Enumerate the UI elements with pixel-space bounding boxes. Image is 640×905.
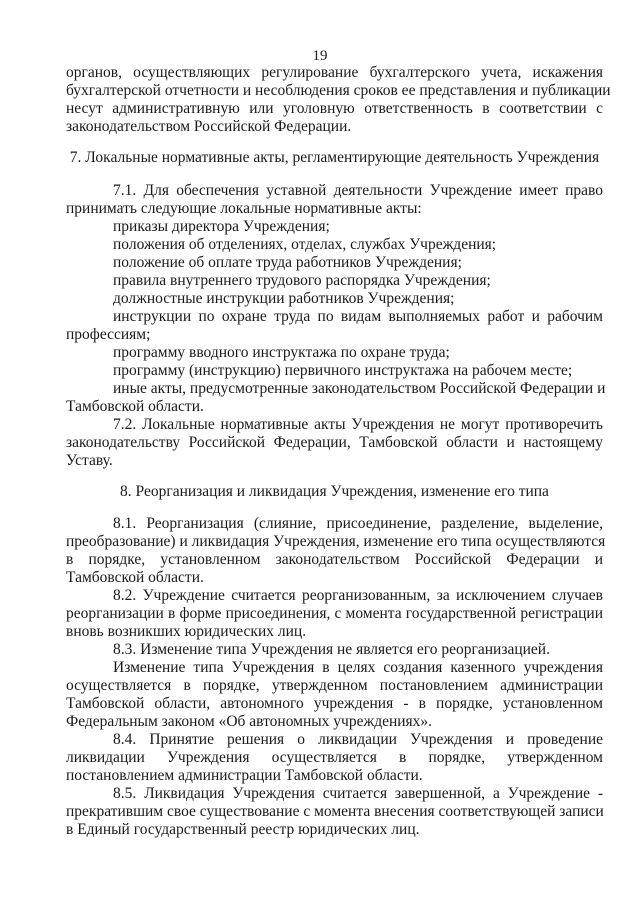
text-line: 8.4. Принятие решения о ликвидации Учреждения и проведение	[113, 731, 603, 748]
text-line: реорганизации в форме присоединения, с момента государственной регистрации	[66, 605, 603, 622]
page-number: 19	[312, 48, 328, 64]
list-item-continued: профессиям;	[66, 326, 151, 343]
text-line: ликвидации Учреждения осуществляется в порядке, утвержденном	[66, 749, 603, 766]
text-line: Изменение типа Учреждения в целях создания казенного учреждения	[113, 659, 603, 676]
text-line: вновь возникших юридических лиц.	[66, 623, 307, 640]
text-line: Федеральным законом «Об автономных учреждениях».	[66, 713, 433, 730]
text-line: Тамбовской области, автономного учреждения - в порядке, установленном	[66, 695, 603, 712]
text-line: Уставу.	[66, 452, 113, 469]
text-line: бухгалтерской отчетности и несоблюдения сроков ее представления и публикации	[66, 82, 611, 99]
list-item-continued: Тамбовской области.	[66, 398, 204, 415]
text-line: Тамбовской области.	[66, 569, 204, 586]
list-item: приказы директора Учреждения;	[113, 218, 330, 235]
text-line: законодательством Российской Федерации.	[66, 118, 352, 135]
text-line: 7.1. Для обеспечения уставной деятельности Учреждение имеет право	[113, 182, 603, 199]
text-line: прекратившим свое существование с момента внесения соответствующей записи	[66, 803, 604, 820]
section-heading: 8. Реорганизация и ликвидация Учреждения, изменение его типа	[120, 483, 549, 500]
text-line: в Единый государственный реестр юридических лиц.	[66, 821, 420, 838]
text-line: 7.2. Локальные нормативные акты Учреждения не могут противоречить	[113, 416, 603, 433]
text-line: несут административную или уголовную ответственность в соответствии с	[66, 100, 603, 117]
list-item: программу (инструкцию) первичного инструктажа на рабочем месте;	[113, 362, 573, 379]
text-line: постановлением администрации Тамбовской области.	[66, 767, 423, 784]
list-item: правила внутреннего трудового распорядка Учреждения;	[113, 272, 491, 289]
text-line: законодательству Российской Федерации, Тамбовской области и настоящему	[66, 434, 603, 451]
list-item: должностные инструкции работников Учреждения;	[113, 290, 455, 307]
list-item: положение об оплате труда работников Учреждения;	[113, 254, 462, 271]
text-line: преобразование) и ликвидация Учреждения, изменение его типа осуществляются	[66, 533, 606, 550]
list-item: иные акты, предусмотренные законодательством Российской Федерации и	[113, 380, 606, 397]
text-line: в порядке, установленном законодательством Российской Федерации и	[66, 551, 603, 568]
text-line: осуществляется в порядке, утвержденном постановлением администрации	[66, 677, 603, 694]
text-line: 8.1. Реорганизация (слияние, присоединение, разделение, выделение,	[113, 515, 603, 532]
list-item: инструкции по охране труда по видам выполняемых работ и рабочим	[113, 308, 603, 325]
text-line: принимать следующие локальные нормативные акты:	[66, 200, 422, 217]
text-line: 8.3. Изменение типа Учреждения не является его реорганизацией.	[113, 641, 550, 658]
text-line: органов, осуществляющих регулирование бухгалтерского учета, искажения	[66, 64, 603, 81]
text-line: 8.2. Учреждение считается реорганизованным, за исключением случаев	[113, 587, 603, 604]
list-item: программу вводного инструктажа по охране труда;	[113, 344, 450, 361]
text-line: 8.5. Ликвидация Учреждения считается завершенной, а Учреждение -	[113, 785, 603, 802]
section-heading: 7. Локальные нормативные акты, регламентирующие деятельность Учреждения	[69, 149, 600, 166]
list-item: положения об отделениях, отделах, службах Учреждения;	[113, 236, 497, 253]
